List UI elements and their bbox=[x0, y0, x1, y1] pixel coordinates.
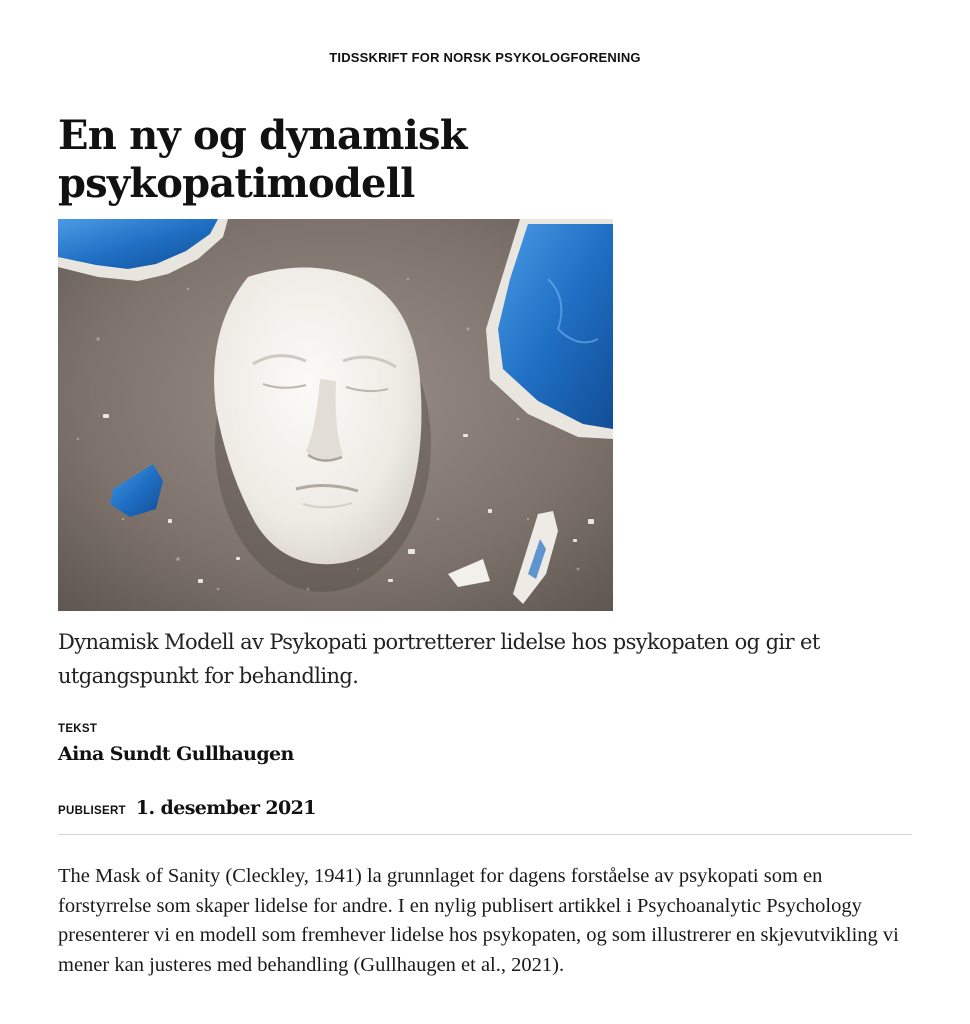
author-name[interactable]: Aina Sundt Gullhaugen bbox=[58, 743, 294, 765]
hero-image bbox=[58, 219, 613, 611]
published-row bbox=[58, 797, 316, 819]
published-label: PUBLISERT bbox=[58, 805, 126, 817]
byline-label: TEKST bbox=[58, 723, 98, 735]
published-date: 1. desember 2021 bbox=[135, 797, 316, 819]
article-lede: Dynamisk Modell av Psykopati portretterer lidelse hos psykopaten og gir et utgangspunkt for behandling. bbox=[58, 630, 820, 688]
article-title: En ny og dynamisk psykopatimodell bbox=[58, 112, 467, 207]
masthead[interactable]: TIDSSKRIFT FOR NORSK PSYKOLOGFORENING bbox=[329, 50, 641, 65]
divider bbox=[58, 834, 912, 835]
article-body-paragraph: The Mask of Sanity (Cleckley, 1941) la grunnlaget for dagens forståelse av psykopati som en forstyrrelse som skaper lidelse for andre. I en nylig publisert artikkel i Psychoanalytic Psychology presenterer vi en modell som fremhever lidelse hos psykopaten, og som illustrerer en skjevutvikling vi mener kan justeres med behandling (Gullhaugen et al., 2021). bbox=[58, 865, 899, 976]
